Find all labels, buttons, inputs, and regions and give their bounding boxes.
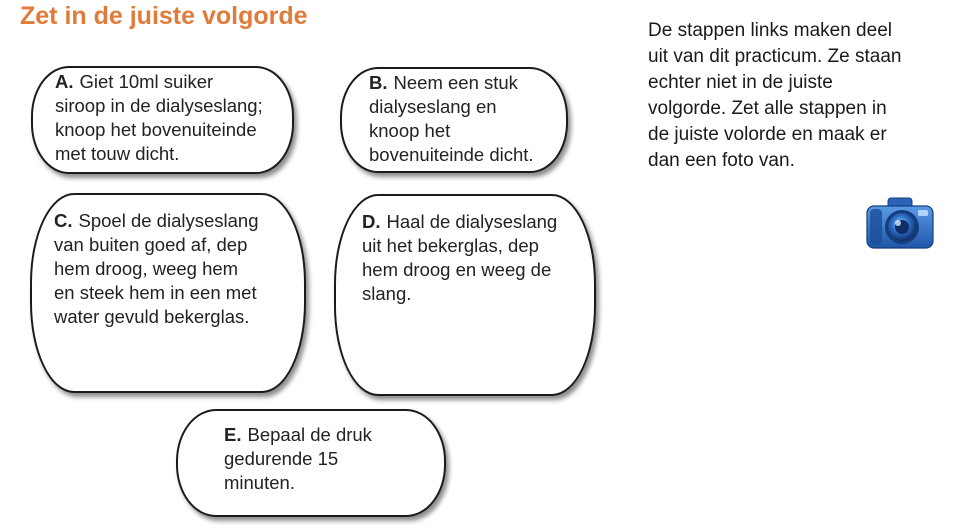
step-letter: E.: [224, 424, 242, 445]
step-card-c[interactable]: [30, 193, 306, 393]
step-card-d[interactable]: [334, 194, 596, 396]
step-letter: A.: [55, 71, 74, 92]
camera-icon[interactable]: [864, 194, 936, 252]
step-letter: C.: [54, 210, 73, 231]
step-text: Neem een stuk dialyseslang en knoop het bovenuiteinde dicht.: [369, 72, 534, 165]
step-letter: B.: [369, 72, 388, 93]
step-card-b[interactable]: [340, 67, 568, 173]
step-text: Spoel de dialyseslang van buiten goed af, dep hem droog, weeg hem en steek hem in een met water gevuld bekerglas.: [54, 210, 259, 327]
step-card-a[interactable]: [31, 66, 294, 174]
step-text: Haal de dialyseslang uit het bekerglas, dep hem droog en weeg de slang.: [362, 211, 558, 304]
step-text: Bepaal de druk gedurende 15 minuten.: [224, 424, 372, 493]
step-letter: D.: [362, 211, 381, 232]
instructions-text: De stappen links maken deel uit van dit practicum. Ze staan echter niet in de juiste volgorde. Zet alle stappen in de juiste volorde en maak er dan een foto van.: [648, 20, 902, 171]
step-card-e[interactable]: [176, 409, 446, 517]
page-title: Zet in de juiste volgorde: [20, 2, 308, 30]
step-text: Giet 10ml suiker siroop in de dialyseslang; knoop het bovenuiteinde met touw dicht.: [55, 71, 263, 164]
